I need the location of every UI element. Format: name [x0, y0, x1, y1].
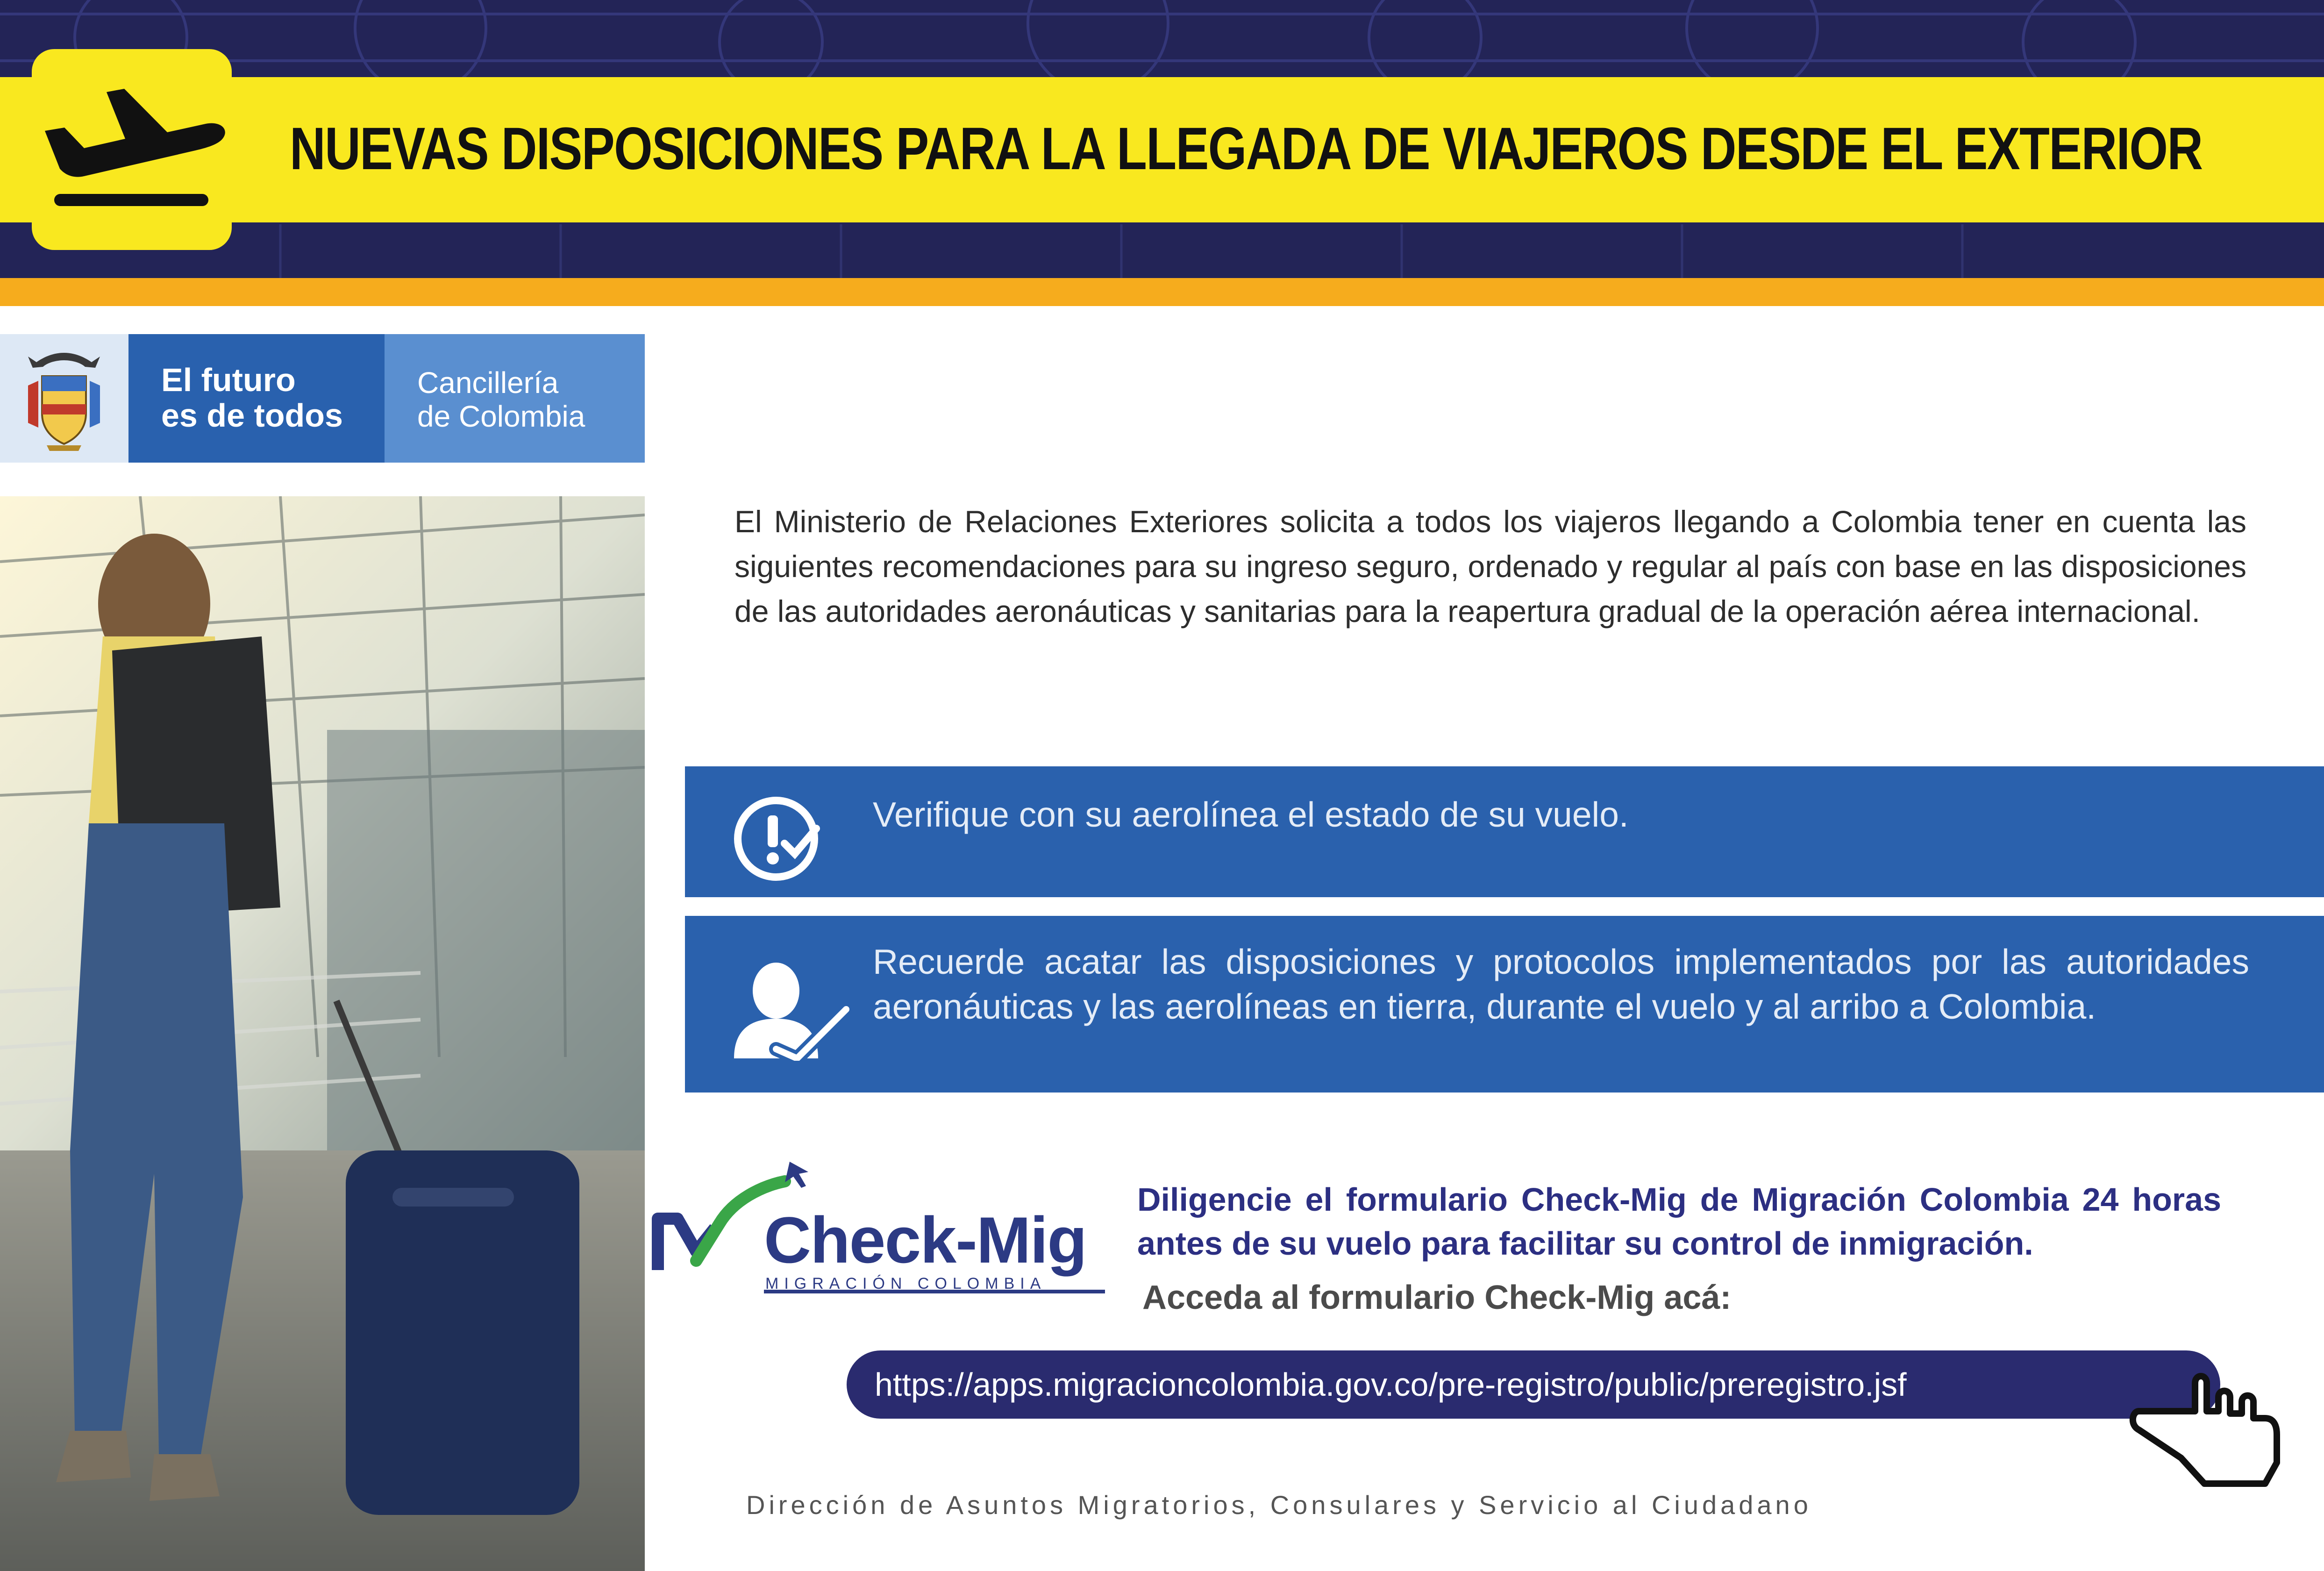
recommendation-protocols	[685, 916, 2324, 1093]
airplane-departure-icon	[32, 49, 232, 250]
government-logo-strip	[0, 334, 645, 463]
colombia-coat-of-arms-icon	[0, 334, 128, 463]
checkmig-subtitle: MIGRACIÓN COLOMBIA	[765, 1275, 1047, 1293]
cancilleria-line-1: Cancillería	[417, 366, 559, 400]
checkmig-access-label: Acceda al formulario Check-Mig acá:	[1142, 1279, 1732, 1316]
hand-pointer-icon	[2125, 1355, 2284, 1491]
futuro-line-2: es de todos	[161, 397, 343, 434]
traveler-photo	[0, 496, 645, 1571]
person-check-icon	[729, 958, 851, 1061]
footer-department: Dirección de Asuntos Migratorios, Consulares y Servicio al Ciudadano	[746, 1490, 1812, 1520]
alert-check-icon	[729, 792, 823, 885]
coat-of-arms-cell	[0, 334, 128, 463]
checkmig-url-link[interactable]	[847, 1350, 2220, 1419]
plane-icon-box	[32, 49, 232, 250]
checkmig-description: Diligencie el formulario Check-Mig de Migración Colombia 24 horas antes de su vuelo para facilitar su control de inmigración.	[1137, 1181, 2221, 1262]
el-futuro-logo	[128, 334, 385, 463]
top-banner	[0, 0, 2324, 306]
recommendation-flight-status	[685, 766, 2324, 897]
futuro-line-1: El futuro	[161, 362, 296, 398]
cancilleria-logo	[385, 334, 645, 463]
checkmig-url-text[interactable]: https://apps.migracioncolombia.gov.co/pre-registro/public/preregistro.jsf	[875, 1366, 1907, 1403]
recommendation-2-text: Recuerde acatar las disposiciones y protocolos implementados por las autoridades aeronáuticas y las aerolíneas en tierra, durante el vuelo y al arribo a Colombia.	[873, 942, 2249, 1026]
intro-paragraph: El Ministerio de Relaciones Exteriores solicita a todos los viajeros llegando a Colombia tener en cuenta las siguientes recomendaciones para su ingreso seguro, ordenado y regular al país con base en las disposiciones de las autoridades aeronáuticas y sanitarias para la reapertura gradual de la operación aérea internacional.	[734, 504, 2246, 628]
banner-orange-bar	[0, 278, 2324, 306]
checkmig-logo	[645, 1153, 1112, 1298]
recommendation-1-text: Verifique con su aerolínea el estado de su vuelo.	[873, 795, 1629, 834]
checkmig-wordmark: Check-Mig	[764, 1203, 1086, 1277]
cancilleria-line-2: de Colombia	[417, 400, 585, 433]
banner-title: NUEVAS DISPOSICIONES PARA LA LLEGADA DE VIAJEROS DESDE EL EXTERIOR	[290, 115, 2203, 182]
